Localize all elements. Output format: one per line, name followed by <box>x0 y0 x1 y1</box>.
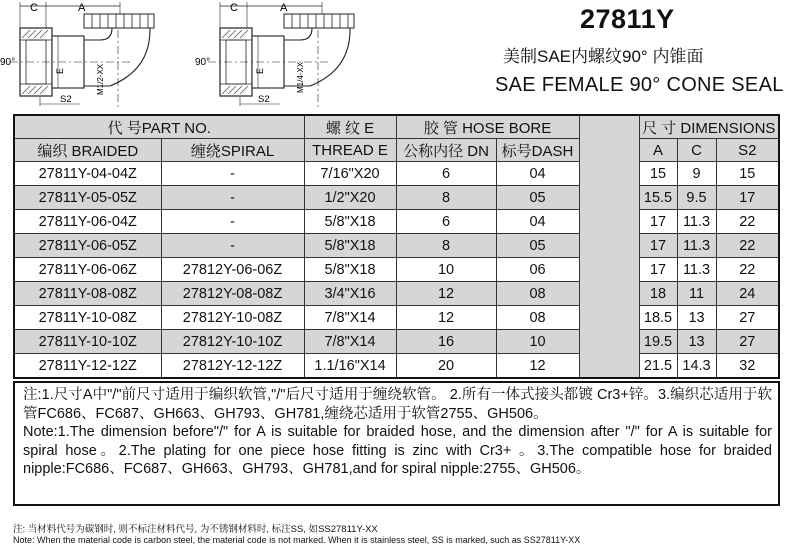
table-header-row-1 <box>14 115 779 139</box>
dim-e-label-right: E <box>255 67 265 74</box>
cell-dn: 12 <box>396 306 496 330</box>
cell-thread: 7/8"X14 <box>304 306 396 330</box>
cell-spiral: 27812Y-08-08Z <box>161 282 304 306</box>
cell-c: 13 <box>677 330 716 354</box>
cell-s2: 32 <box>716 354 779 379</box>
cell-dn: 10 <box>396 258 496 282</box>
note-chinese: 注:1.尺寸A中"/"前尺寸适用于编织软管,"/"后尺寸适用于缠绕软管。 2.所有一体式接头都镀 Cr3+锌。3.编织芯适用于软管FC686、FC687、GH663、GH793、GH781,缠绕芯适用于软管2755、GH506。 <box>23 387 772 422</box>
header-s2: S2 <box>716 139 779 162</box>
cell-a: 15 <box>639 162 677 186</box>
header-thread-cn: 螺 纹 E <box>304 115 396 139</box>
cell-thread: 3/4"X16 <box>304 282 396 306</box>
cell-c: 11.3 <box>677 258 716 282</box>
dim-s2-label-left: S2 <box>60 94 72 105</box>
header-dimensions: 尺 寸 DIMENSIONS <box>639 115 779 139</box>
cell-a: 17 <box>639 234 677 258</box>
cell-braided: 27811Y-04-04Z <box>14 162 161 186</box>
cell-dn: 20 <box>396 354 496 379</box>
cell-s2: 24 <box>716 282 779 306</box>
cell-dn: 6 <box>396 210 496 234</box>
table-header-row-2 <box>14 139 779 162</box>
table-gap-column <box>579 115 639 378</box>
header-braided: 编织 BRAIDED <box>14 139 161 162</box>
cell-s2: 17 <box>716 186 779 210</box>
cell-s2: 22 <box>716 258 779 282</box>
cell-spiral: - <box>161 162 304 186</box>
table-row <box>14 258 779 282</box>
cell-a: 21.5 <box>639 354 677 379</box>
cell-thread: 5/8"X18 <box>304 210 396 234</box>
cell-spiral: - <box>161 186 304 210</box>
cell-c: 9 <box>677 162 716 186</box>
table-row <box>14 210 779 234</box>
cell-dash: 04 <box>496 210 579 234</box>
cell-dash: 05 <box>496 186 579 210</box>
cell-c: 9.5 <box>677 186 716 210</box>
cell-s2: 27 <box>716 306 779 330</box>
cell-braided: 27811Y-12-12Z <box>14 354 161 379</box>
angle-label-left: 90° <box>0 57 16 68</box>
cell-thread: 5/8"X18 <box>304 234 396 258</box>
cell-a: 18.5 <box>639 306 677 330</box>
thread-right-label: M1/4-XX <box>296 61 305 93</box>
cell-dn: 12 <box>396 282 496 306</box>
cell-spiral: 27812Y-10-10Z <box>161 330 304 354</box>
table-row <box>14 354 779 379</box>
dim-a-label-right: A <box>280 2 288 14</box>
cell-s2: 27 <box>716 330 779 354</box>
cell-braided: 27811Y-06-04Z <box>14 210 161 234</box>
cell-dash: 06 <box>496 258 579 282</box>
cell-braided: 27811Y-06-06Z <box>14 258 161 282</box>
cell-spiral: 27812Y-06-06Z <box>161 258 304 282</box>
cell-c: 11 <box>677 282 716 306</box>
table-row <box>14 162 779 186</box>
cell-s2: 22 <box>716 210 779 234</box>
title-english: SAE FEMALE 90° CONE SEAL <box>495 74 784 96</box>
cell-braided: 27811Y-08-08Z <box>14 282 161 306</box>
cell-thread: 1.1/16"X14 <box>304 354 396 379</box>
cell-spiral: - <box>161 210 304 234</box>
dim-c-label-right: C <box>230 2 238 14</box>
cell-braided: 27811Y-10-08Z <box>14 306 161 330</box>
table-row <box>14 186 779 210</box>
dim-e-label-left: E <box>55 67 65 74</box>
cell-braided: 27811Y-06-05Z <box>14 234 161 258</box>
cell-a: 17 <box>639 258 677 282</box>
table-row <box>14 234 779 258</box>
note-english: Note:1.The dimension before"/" for A is suitable for braided hose, and the dimension after "/" for A is suitable for spiral hose。2.The plating for one piece hose fitting is zinc with Cr3+ 。3.The compatible hose for braided nipple:FC686、FC687、GH663、GH793、GH781,and for spiral nipple:2755、GH506。 <box>23 424 772 477</box>
cell-c: 11.3 <box>677 210 716 234</box>
fitting-drawings <box>0 0 480 112</box>
cell-a: 19.5 <box>639 330 677 354</box>
cell-c: 11.3 <box>677 234 716 258</box>
header-a: A <box>639 139 677 162</box>
cell-dash: 12 <box>496 354 579 379</box>
cell-dash: 08 <box>496 306 579 330</box>
header-thread-en: THREAD E <box>304 139 396 162</box>
cell-spiral: 27812Y-12-12Z <box>161 354 304 379</box>
cell-thread: 5/8"X18 <box>304 258 396 282</box>
cell-thread: 7/8"X14 <box>304 330 396 354</box>
dim-c-label: C <box>30 2 38 14</box>
cell-spiral: 27812Y-10-08Z <box>161 306 304 330</box>
cell-braided: 27811Y-10-10Z <box>14 330 161 354</box>
cell-dn: 8 <box>396 186 496 210</box>
cell-dash: 04 <box>496 162 579 186</box>
cell-thread: 7/16"X20 <box>304 162 396 186</box>
cell-dash: 10 <box>496 330 579 354</box>
cell-dn: 16 <box>396 330 496 354</box>
cell-dash: 05 <box>496 234 579 258</box>
cell-c: 14.3 <box>677 354 716 379</box>
header-dash: 标号DASH <box>496 139 579 162</box>
cell-dash: 08 <box>496 282 579 306</box>
cell-a: 18 <box>639 282 677 306</box>
cell-braided: 27811Y-05-05Z <box>14 186 161 210</box>
header-dn: 公称内径 DN <box>396 139 496 162</box>
fitting-drawing-right <box>195 2 354 108</box>
cell-a: 15.5 <box>639 186 677 210</box>
table-row <box>14 306 779 330</box>
header-hose-bore: 胶 管 HOSE BORE <box>396 115 579 139</box>
spec-table <box>13 114 780 379</box>
cell-s2: 22 <box>716 234 779 258</box>
angle-label-right: 90° <box>195 57 211 68</box>
title-chinese: 美制SAE内螺纹90° 内锥面 <box>503 47 704 66</box>
table-row <box>14 282 779 306</box>
header-part-no: 代 号PART NO. <box>14 115 304 139</box>
dim-a-label: A <box>78 2 86 14</box>
header-spiral: 缠绕SPIRAL <box>161 139 304 162</box>
cell-s2: 15 <box>716 162 779 186</box>
notes-box <box>13 381 780 506</box>
cell-thread: 1/2"X20 <box>304 186 396 210</box>
part-code-title: 27811Y <box>580 4 675 34</box>
cell-spiral: - <box>161 234 304 258</box>
table-row <box>14 330 779 354</box>
fitting-drawing-left <box>0 2 154 108</box>
cell-dn: 8 <box>396 234 496 258</box>
header-c: C <box>677 139 716 162</box>
footer-note-chinese: 注: 当材料代号为碳钢时, 则不标注材料代号, 为不锈钢材料时, 标注SS, 如SS27811Y-XX <box>13 524 378 535</box>
thread-left-label: M1/2-XX <box>96 63 105 95</box>
cell-dn: 6 <box>396 162 496 186</box>
footer-note-english: Note: When the material code is carbon steel, the material code is not marked. When it is stainless steel, SS is marked, such as SS27811Y-XX <box>13 535 581 545</box>
cell-a: 17 <box>639 210 677 234</box>
dim-s2-label-right: S2 <box>258 94 270 105</box>
cell-c: 13 <box>677 306 716 330</box>
